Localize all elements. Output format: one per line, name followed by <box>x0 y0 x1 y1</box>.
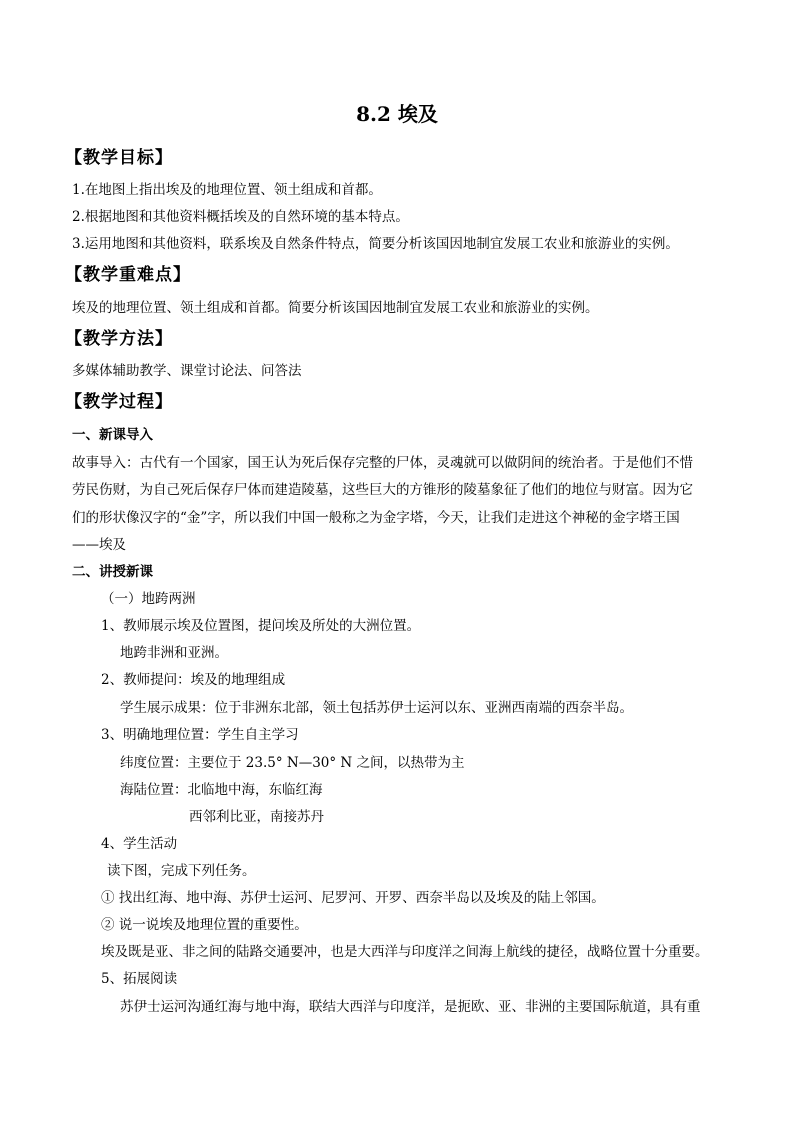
step-2: 2、教师提问：埃及的地理组成 <box>101 672 286 688</box>
task-1: ① 找出红海、地中海、苏伊士运河、尼罗河、开罗、西奈半岛以及埃及的陆上邻国。 <box>101 890 605 906</box>
intro-line-1: 故事导入：古代有一个国家，国王认为死后保存完整的尸体，灵魂就可以做阴间的统治者。于是他们不惜 <box>72 455 693 471</box>
task-2: ② 说一说埃及地理位置的重要性。 <box>101 917 308 933</box>
latitude-position: 纬度位置：主要位于 23.5° N—30° N 之间，以热带为主 <box>120 755 465 771</box>
objective-item-3: 3.运用地图和其他资料，联系埃及自然条件特点，简要分析该国因地制宜发展工农业和旅游业的实例。 <box>72 236 679 252</box>
part1-heading: 一、新课导入 <box>72 427 153 443</box>
process-heading: 【教学过程】 <box>65 392 173 412</box>
key-points-text: 埃及的地理位置、领土组成和首都。简要分析该国因地制宜发展工农业和旅游业的实例。 <box>72 300 599 316</box>
methods-heading: 【教学方法】 <box>65 329 173 349</box>
part2-heading: 二、讲授新课 <box>72 564 153 580</box>
objectives-heading: 【教学目标】 <box>65 148 173 168</box>
objective-item-2: 2.根据地图和其他资料概括埃及的自然环境的基本特点。 <box>72 209 409 225</box>
methods-text: 多媒体辅助教学、课堂讨论法、问答法 <box>72 363 302 379</box>
step-3: 3、明确地理位置：学生自主学习 <box>101 727 299 743</box>
intro-line-2: 劳民伤财，为自己死后保存尸体而建造陵墓，这些巨大的方锥形的陵墓象征了他们的地位与财富。因为它 <box>72 482 693 498</box>
step-5: 5、拓展阅读 <box>101 971 178 987</box>
page-title: 8.2 埃及 <box>356 102 438 126</box>
key-points-heading: 【教学重难点】 <box>65 265 191 285</box>
step-4-intro: 读下图，完成下列任务。 <box>107 863 256 879</box>
importance-text: 埃及既是亚、非之间的陆路交通要冲，也是大西洋与印度洋之间海上航线的捷径，战略位置十分重要。 <box>101 944 709 960</box>
sea-land-position-2: 西邻利比亚，南接苏丹 <box>189 809 324 825</box>
intro-line-3: 们的形状像汉字的“金”字，所以我们中国一般称之为金字塔，今天，让我们走进这个神秘的金字塔王国 <box>72 510 680 526</box>
step-2-answer: 学生展示成果：位于非洲东北部，领土包括苏伊士运河以东、亚洲西南端的西奈半岛。 <box>120 700 633 716</box>
step-4: 4、学生活动 <box>101 836 178 852</box>
step-1: 1、教师展示埃及位置图，提问埃及所处的大洲位置。 <box>101 618 421 634</box>
extended-reading-text: 苏伊士运河沟通红海与地中海，联结大西洋与印度洋，是扼欧、亚、非洲的主要国际航道，具有重 <box>120 999 701 1015</box>
subsection-1: （一）地跨两洲 <box>101 591 196 607</box>
sea-land-position-1: 海陆位置：北临地中海，东临红海 <box>120 782 323 798</box>
step-1-answer: 地跨非洲和亚洲。 <box>120 645 228 661</box>
intro-line-4: ——埃及 <box>72 537 126 553</box>
objective-item-1: 1.在地图上指出埃及的地理位置、领土组成和首都。 <box>72 182 382 198</box>
